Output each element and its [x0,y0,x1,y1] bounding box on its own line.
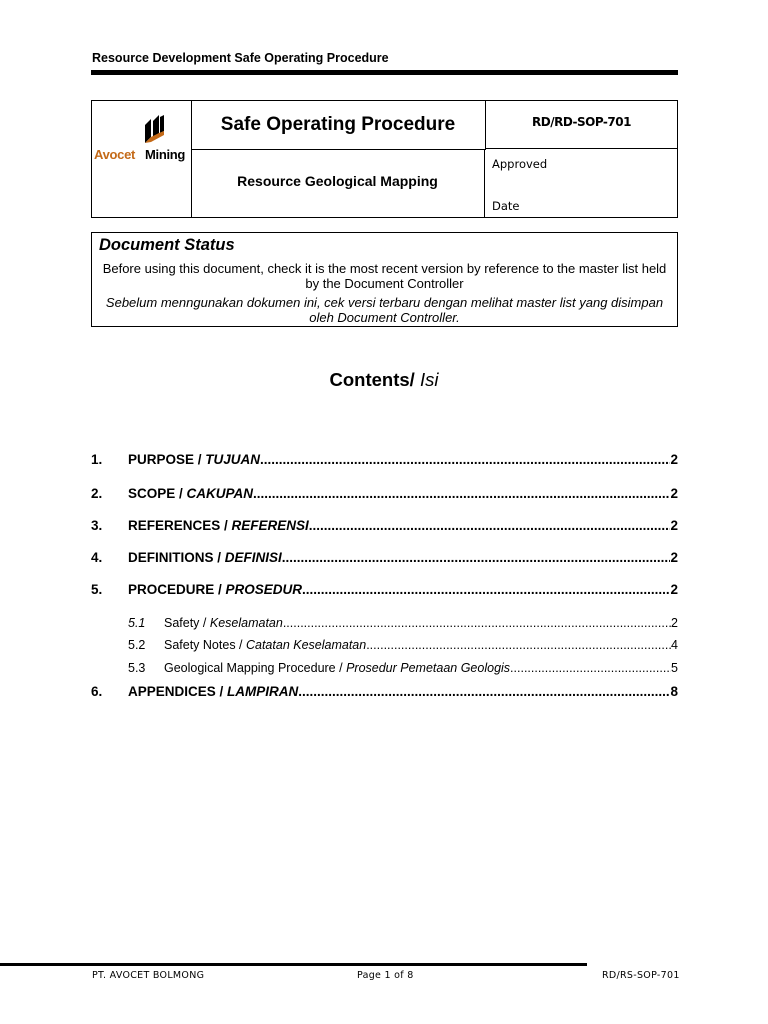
logo-word-avocet: Avocet [94,147,136,162]
toc-leader-dots [366,638,671,652]
avocet-logo-icon [143,115,165,145]
toc-leader-dots [298,684,670,699]
header-rule [91,70,678,75]
document-subtitle: Resource Geological Mapping [191,150,485,217]
contents-title-italic: Isi [419,369,439,390]
toc-entry-page: 2 [670,486,678,501]
toc-entry-label: PROCEDURE / PROSEDUR [128,582,303,597]
toc-subentry-number: 5.2 [128,638,146,652]
toc-entry-page: 2 [670,518,678,533]
toc-leader-dots [282,550,671,565]
toc-entry-page: 2 [670,550,678,565]
footer-company: PT. AVOCET BOLMONG [92,970,205,981]
toc-entry-number: 5. [91,582,103,597]
toc-entry[interactable] [91,550,678,565]
toc-subentry-page: 2 [671,616,678,630]
toc-subentry-label: Safety Notes / Catatan Keselamatan [164,638,367,652]
contents-title-text: Contents/ [329,369,415,390]
document-status-text-en: Before using this document, check it is the most recent version by reference to the master list held by the Document Controller [102,261,667,291]
toc-entry-label: SCOPE / CAKUPAN [128,486,254,501]
logo-word-mining: Mining [145,147,186,162]
toc-entry-number: 1. [91,452,103,467]
footer-page-number: Page 1 of 8 [357,970,414,981]
toc-entry[interactable] [91,452,678,467]
toc-leader-dots [309,518,671,533]
toc-leader-dots [253,486,670,501]
logo-cell [92,101,192,217]
toc-subentry[interactable] [91,616,678,630]
contents-title [0,369,768,391]
toc-entry-number: 3. [91,518,103,533]
toc-subentry-number: 5.1 [128,616,146,630]
toc-entry-label: DEFINITIONS / DEFINISI [128,550,282,565]
toc-leader-dots [283,616,671,630]
toc-subentry[interactable] [91,638,678,652]
toc-subentry-number: 5.3 [128,661,146,675]
footer-document-code: RD/RS-SOP-701 [602,970,680,981]
toc-entry[interactable] [91,518,678,533]
title-block [91,100,678,218]
toc-leader-dots [260,452,670,467]
document-status-box [91,232,678,327]
footer-rule [0,963,587,966]
toc-entry-number: 4. [91,550,103,565]
document-status-title: Document Status [99,236,235,254]
toc-subentry-label: Geological Mapping Procedure / Prosedur Pemetaan Geologis [164,661,511,675]
toc-leader-dots [302,582,670,597]
approved-label: Approved [492,157,548,171]
toc-entry-label: REFERENCES / REFERENSI [128,518,309,533]
toc-subentry[interactable] [91,661,678,675]
toc-entry-page: 2 [670,452,678,467]
toc-entry-label: APPENDICES / LAMPIRAN [128,684,299,699]
date-label: Date [492,199,520,213]
toc-subentry-label: Safety / Keselamatan [164,616,283,630]
document-status-text-id: Sebelum menngunakan dokumen ini, cek versi terbaru dengan melihat master list yang disimpan oleh Document Controller. [105,295,664,325]
toc-leader-dots [510,661,671,675]
toc-entry-number: 6. [91,684,103,699]
toc-entry[interactable] [91,684,678,699]
toc-entry[interactable] [91,486,678,501]
toc-entry-number: 2. [91,486,103,501]
document-title: Safe Operating Procedure [191,101,486,150]
page-header-title: Resource Development Safe Operating Procedure [92,51,389,65]
approval-cell [486,150,677,217]
toc-entry-label: PURPOSE / TUJUAN [128,452,261,467]
toc-entry[interactable] [91,582,678,597]
document-code: RD/RD-SOP-701 [486,101,677,149]
toc-subentry-page: 4 [671,638,678,652]
toc-subentry-page: 5 [671,661,678,675]
toc-entry-page: 8 [670,684,678,699]
toc-entry-page: 2 [670,582,678,597]
